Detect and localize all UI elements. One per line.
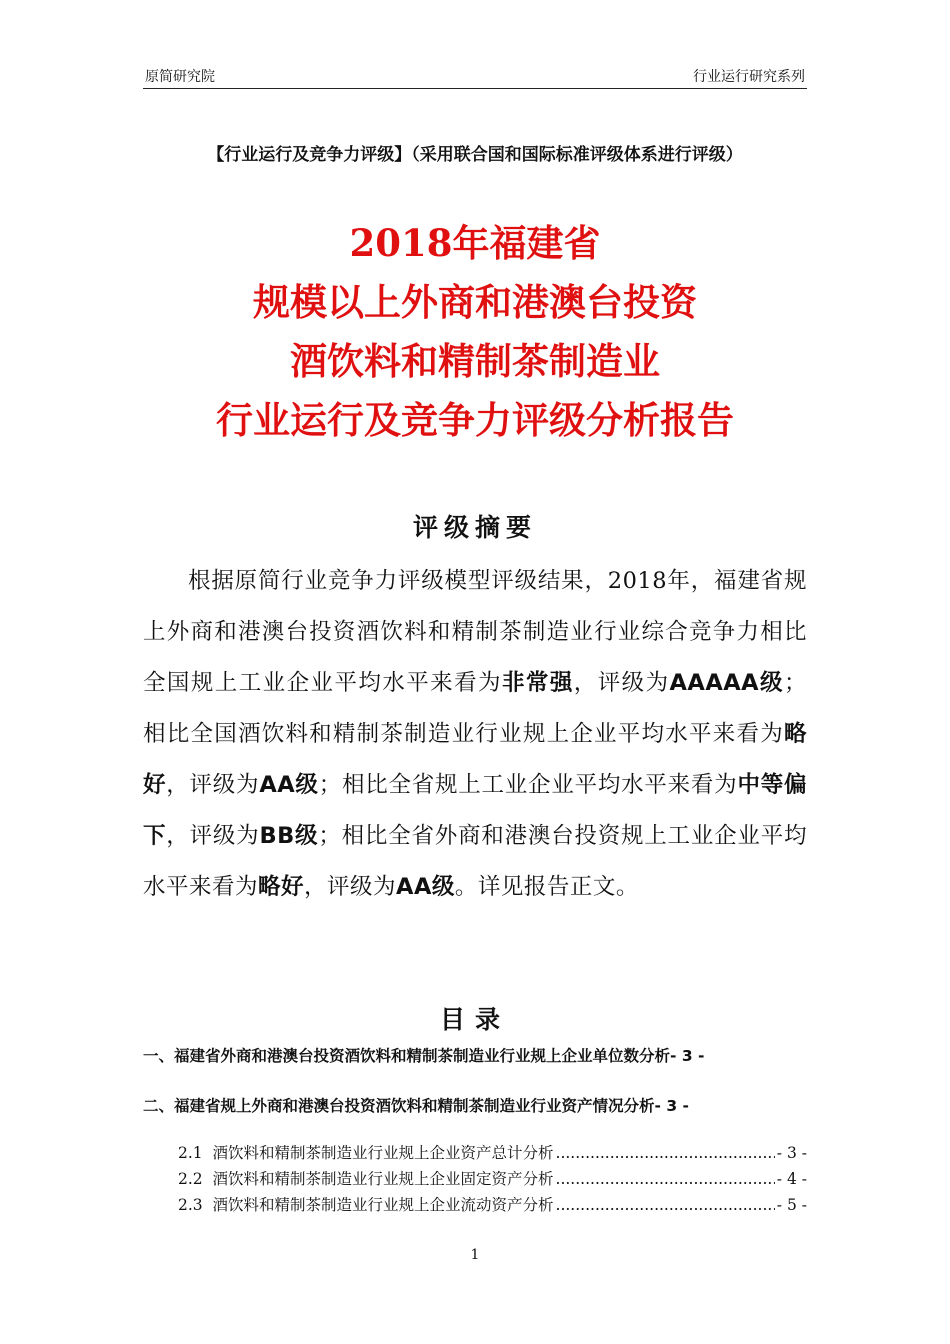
toc-leader-dots (556, 1142, 775, 1165)
toc-leader-dots (556, 1194, 775, 1217)
rating-tagline: 【行业运行及竞争力评级】（采用联合国和国际标准评级体系进行评级） (207, 145, 743, 165)
toc-heading: 目录 (439, 1005, 510, 1034)
summary-paragraph (143, 556, 807, 913)
summary-text: ；相比全省外商和港澳台投资规上工业企业平均水平来看为 (143, 823, 807, 900)
summary-text: ，评级为 (304, 874, 397, 900)
toc-subitem-page: - 4 - (776, 1170, 807, 1188)
toc-subitem-page: - 3 - (776, 1144, 807, 1162)
toc-item-text: 一、福建省外商和港澳台投资酒饮料和精制茶制造业行业规上企业单位数分析 (143, 1047, 671, 1065)
rating-grade: AA级 (396, 874, 455, 900)
toc-item[interactable] (143, 1045, 807, 1068)
title-line: 规模以上外商和港澳台投资 (253, 280, 697, 324)
rating-grade: AA级 (259, 772, 319, 798)
toc-item-text: 二、福建省规上外商和港澳台投资酒饮料和精制茶制造业行业资产情况分析 (143, 1097, 655, 1115)
rating-emphasis: 略好 (258, 874, 305, 900)
toc-subitem-text: 酒饮料和精制茶制造业行业规上企业流动资产分析 (212, 1196, 554, 1214)
rating-emphasis: 略好 (143, 721, 807, 798)
rating-grade: AAAAA级 (669, 670, 784, 696)
rating-emphasis: 非常强 (501, 670, 574, 696)
summary-text: ；相比全省规上工业企业平均水平来看为 (318, 772, 738, 798)
title-line: 酒饮料和精制茶制造业 (290, 339, 660, 383)
summary-text: ，评级为 (166, 823, 260, 849)
summary-text: ，评级为 (573, 670, 670, 696)
toc-item-page: - 3 - (670, 1047, 705, 1065)
toc-subitem[interactable] (178, 1142, 807, 1165)
rating-emphasis: 中等偏下 (143, 772, 807, 849)
toc-item-page: - 3 - (654, 1097, 689, 1115)
toc-subitem-number: 2.1 (178, 1144, 203, 1162)
toc-subitem[interactable] (178, 1168, 807, 1191)
header-left-text: 原简研究院 (145, 69, 215, 85)
summary-text: 根据原简行业竞争力评级模型评级结果，2018年，福建省规上外商和港澳台投资酒饮料和精制茶制造业行业综合竞争力相比全国规上工业企业平均水平来看为 (143, 568, 807, 696)
title-line: 2018年福建省 (349, 221, 601, 265)
toc-subitem-text: 酒饮料和精制茶制造业行业规上企业资产总计分析 (212, 1144, 554, 1162)
toc-subitem-number: 2.2 (178, 1170, 203, 1188)
report-title (0, 214, 950, 450)
rating-grade: BB级 (259, 823, 319, 849)
page-number: 1 (470, 1247, 480, 1263)
toc-item[interactable] (143, 1095, 807, 1118)
toc-leader-dots (556, 1168, 775, 1191)
summary-text: ，评级为 (166, 772, 260, 798)
summary-text: ；相比全国酒饮料和精制茶制造业行业规上企业平均水平来看为 (143, 670, 807, 747)
summary-text: 。详见报告正文。 (454, 874, 639, 900)
title-line: 行业运行及竞争力评级分析报告 (216, 398, 734, 442)
toc-subitem[interactable] (178, 1194, 807, 1217)
toc-subitem-number: 2.3 (178, 1196, 203, 1214)
header-right-text: 行业运行研究系列 (693, 69, 805, 85)
toc-subitem-text: 酒饮料和精制茶制造业行业规上企业固定资产分析 (212, 1170, 554, 1188)
summary-heading: 评级摘要 (412, 513, 537, 542)
toc-subitem-page: - 5 - (776, 1196, 807, 1214)
page-header (143, 62, 807, 89)
